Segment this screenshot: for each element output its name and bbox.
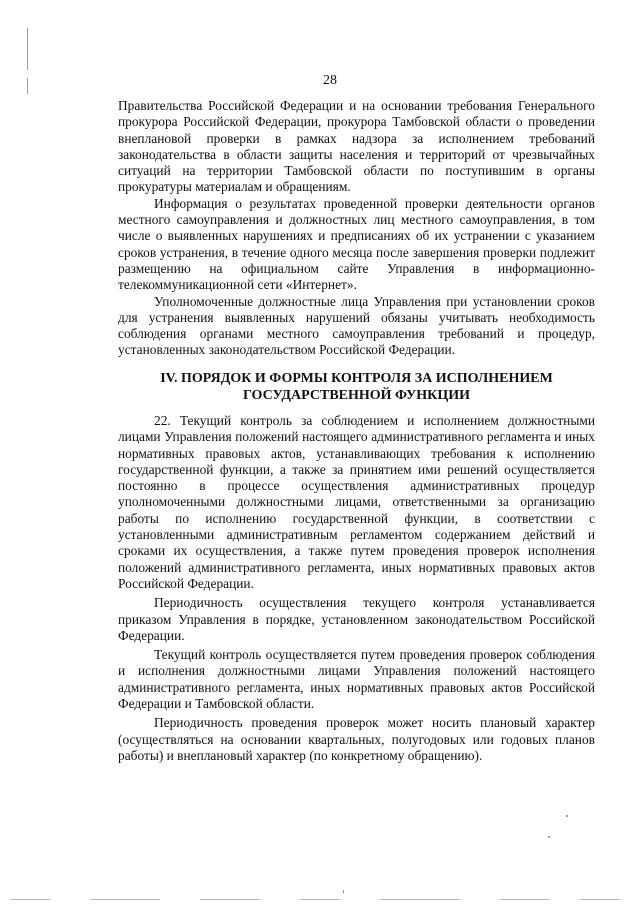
section-heading-line-1: IV. ПОРЯДОК И ФОРМЫ КОНТРОЛЯ ЗА ИСПОЛНЕНИЕМ (160, 371, 553, 386)
paragraph: Правительства Российской Федерации и на основании требования Генерального прокурора Российской Федерации, прокурора Тамбовской области о проведении внеплановой проверки в рамках надзора за исполнением требований законодательства в области защиты населения и территорий от чрезвычайных ситуаций на территории Тамбовской области по поступившим в органы прокуратуры материалам и обращениям. (118, 98, 595, 195)
section-heading-line-2: ГОСУДАРСТВЕННОЙ ФУНКЦИИ (243, 388, 470, 403)
page-number: 28 (323, 73, 337, 88)
scan-artifact-bottom (200, 899, 260, 900)
paragraph: Информация о результатах проведенной проверки деятельности органов местного самоуправления и должностных лиц местного самоуправления, в том числе о выявленных нарушениях и предписаниях об их устранении с указанием сроков устранения, в течение одного месяца после завершения проверки подлежит размещению на официальном сайте Управления в информационно-телекоммуникационной сети «Интернет». (118, 195, 595, 293)
scan-artifact-center (343, 890, 344, 893)
paragraph: Периодичность проведения проверок может носить плановый характер (осуществляться на основании квартальных, полугодовых или годовых планов работы) и внеплановый характер (по конкретному обращению). (118, 715, 595, 763)
scan-artifact-bottom (580, 899, 620, 900)
scan-artifact-right (548, 836, 550, 838)
section-1-body (118, 98, 595, 359)
scan-artifact-left (27, 28, 28, 70)
paragraph: Уполномоченные должностные лица Управления при установлении сроков для устранения выявленных нарушений обязаны учитывать необходимость соблюдения органами местного самоуправления требований и процедур, установленных законодательством Российской Федерации. (118, 293, 595, 358)
section-heading (118, 370, 595, 404)
scan-artifact-right (566, 815, 568, 817)
paragraph: Периодичность осуществления текущего контроля устанавливается приказом Управления в порядке, установленном законодательством Российской Федерации. (118, 595, 595, 643)
scan-artifact-bottom (10, 899, 50, 900)
scan-artifact-bottom (500, 899, 550, 900)
paragraph: Текущий контроль осуществляется путем проведения проверок соблюдения и исполнения должностными лицами Управления положений настоящего административного регламента, иных нормативных правовых актов Российской Федерации и Тамбовской области. (118, 647, 595, 712)
section-2-body (118, 413, 595, 764)
scan-artifact-bottom (300, 899, 340, 900)
scan-artifact-bottom (380, 899, 460, 900)
scan-artifact-bottom (90, 899, 160, 900)
paragraph: 22. Текущий контроль за соблюдением и исполнением должностными лицами Управления положений настоящего административного регламента и иных нормативных правовых актов, устанавливающих требования к исполнению государственной функции, а также за принятием ими решений осуществляется постоянно в процессе осуществления административных процедур уполномоченными должностными лицами, ответственными за организацию работы по исполнению государственной функции, в соответствии с установленными административным регламентом содержанием действий и сроками их осуществления, а также путем проведения проверок исполнения положений административного регламента, иных нормативных правовых актов Российской Федерации. (118, 413, 595, 591)
